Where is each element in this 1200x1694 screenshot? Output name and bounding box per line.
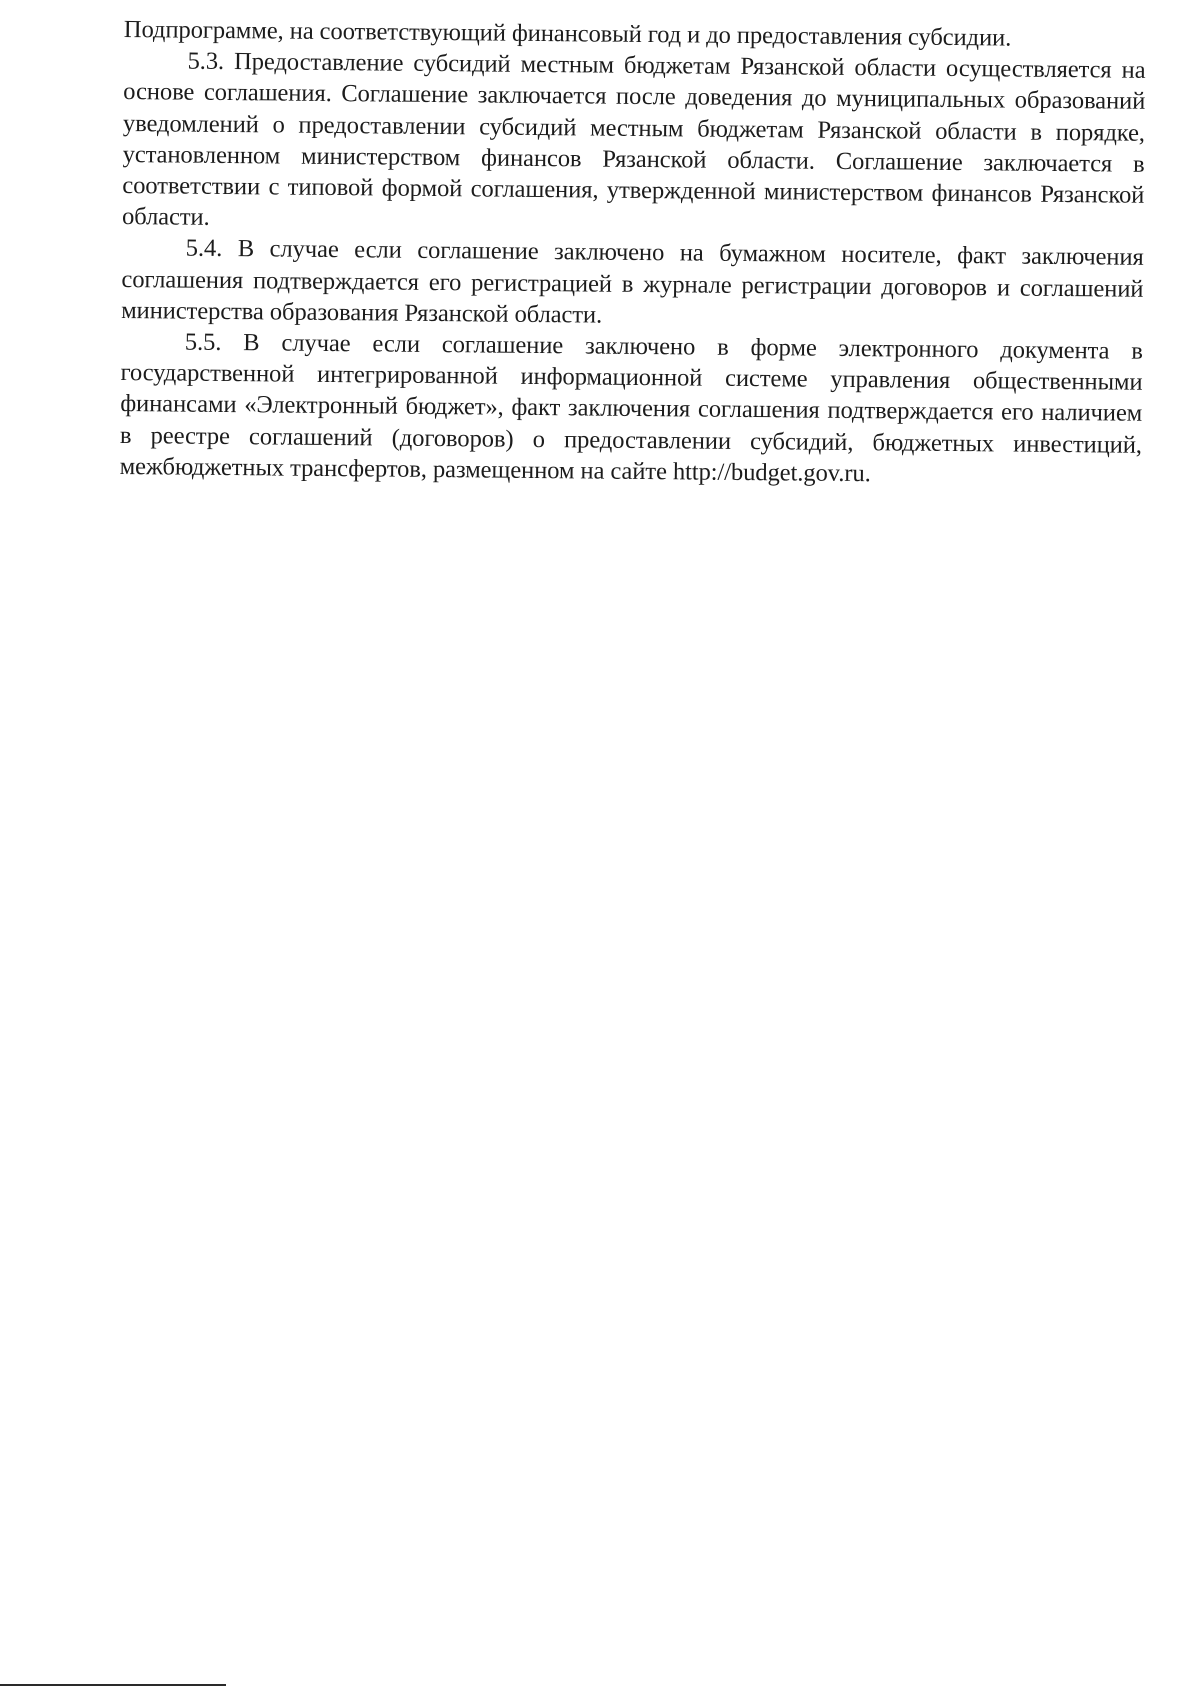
footnote-divider xyxy=(0,1684,226,1686)
paragraph-continuation: Подпрограмме, на соответствующий финансовый год и до предоставления субсидии. xyxy=(123,15,1012,52)
paragraph-5-4: 5.4. В случае если соглашение заключено на бумажном носителе, факт заключения соглашения подтверждается его регистрацией в журнале регистрации договоров и соглашений министерства образования Рязанской области. xyxy=(121,235,1144,329)
paragraph-5-3: 5.3. Предоставление субсидий местным бюджетам Рязанской области осуществляется на основе соглашения. Соглашение заключается после доведения до муниципальных образований уведомлений о предоставлении субсидий местным бюджетам Рязанской области в порядке, установленном министерством финансов Рязанской области. Соглашение заключается в соответствии с типовой формой соглашения, утвержденной министерством финансов Рязанской области. xyxy=(121,47,1146,232)
paragraph-5-5: 5.5. В случае если соглашение заключено в форме электронного документа в государственной интегрированной информационной системе управления общественными финансами «Электронный бюджет», факт заключения соглашения подтверждается его наличием в реестре соглашений (договоров) о предоставлении субсидий, бюджетных инвестиций, межбюджетных трансфертов, размещенном на сайте http://budget.gov.ru. xyxy=(119,328,1143,488)
document-body xyxy=(120,14,1146,492)
